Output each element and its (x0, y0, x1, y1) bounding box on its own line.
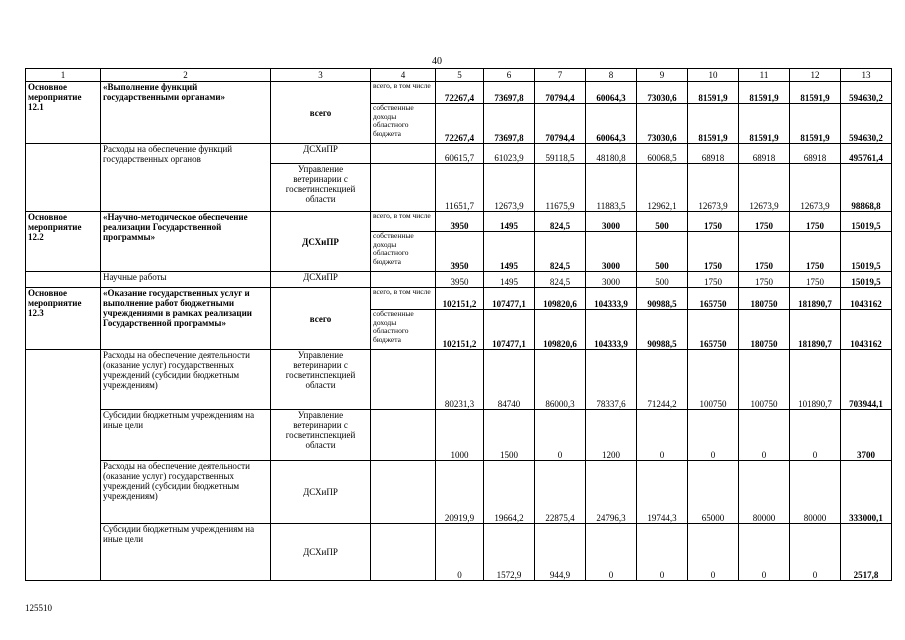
value-cell: 20919,9 (436, 461, 484, 524)
header-cell: 12 (790, 69, 841, 82)
value-cell: 0 (688, 524, 739, 581)
value-cell: 181890,7 (790, 310, 841, 350)
funding-source (371, 350, 436, 410)
funding-source (371, 410, 436, 461)
value-cell: 98868,8 (841, 164, 892, 212)
table-row (26, 272, 892, 288)
value-cell: 104333,9 (586, 288, 637, 310)
value-cell: 1750 (739, 232, 790, 272)
value-cell: 68918 (739, 144, 790, 164)
value-cell: 1750 (790, 232, 841, 272)
value-cell: 0 (790, 410, 841, 461)
value-cell: 78337,6 (586, 350, 637, 410)
funding-source: всего, в том числе (371, 288, 436, 310)
value-cell: 80000 (739, 461, 790, 524)
header-cell: 8 (586, 69, 637, 82)
value-cell: 1750 (688, 212, 739, 232)
value-cell: 15019,5 (841, 212, 892, 232)
value-cell: 12673,9 (790, 164, 841, 212)
value-cell: 81591,9 (688, 82, 739, 104)
value-cell: 81591,9 (790, 82, 841, 104)
value-cell: 70794,4 (535, 104, 586, 144)
footer-code: 125510 (25, 603, 52, 613)
value-cell: 1200 (586, 410, 637, 461)
header-cell: 4 (371, 69, 436, 82)
header-row (26, 69, 892, 82)
measure-label (26, 350, 101, 581)
value-cell: 100750 (739, 350, 790, 410)
value-cell: 495761,4 (841, 144, 892, 164)
executor-cell: всего (271, 288, 371, 350)
value-cell: 22875,4 (535, 461, 586, 524)
header-cell: 5 (436, 69, 484, 82)
value-cell: 90988,5 (637, 288, 688, 310)
value-cell: 333000,1 (841, 461, 892, 524)
value-cell: 70794,4 (535, 82, 586, 104)
expense-item: Субсидии бюджетным учреждениям на иные цели (101, 524, 271, 581)
value-cell: 1750 (739, 272, 790, 288)
value-cell: 11651,7 (436, 164, 484, 212)
funding-source (371, 144, 436, 164)
measure-label (26, 144, 101, 212)
value-cell: 107477,1 (484, 310, 535, 350)
value-cell: 71244,2 (637, 350, 688, 410)
value-cell: 61023,9 (484, 144, 535, 164)
expense-item: Расходы на обеспечение функций государственных органов (101, 144, 271, 212)
value-cell: 1495 (484, 232, 535, 272)
funding-source: собственные доходы областного бюджета (371, 232, 436, 272)
expense-item: Расходы на обеспечение деятельности (оказание услуг) государственных учреждений (субсидии бюджетным учреждениям) (101, 461, 271, 524)
value-cell: 12962,1 (637, 164, 688, 212)
value-cell: 165750 (688, 310, 739, 350)
value-cell: 1572,9 (484, 524, 535, 581)
value-cell: 109820,6 (535, 288, 586, 310)
value-cell: 73697,8 (484, 82, 535, 104)
value-cell: 1750 (688, 232, 739, 272)
expense-item: Расходы на обеспечение деятельности (оказание услуг) государственных учреждений (субсидии бюджетным учреждениям) (101, 350, 271, 410)
value-cell: 100750 (688, 350, 739, 410)
value-cell: 2517,8 (841, 524, 892, 581)
value-cell: 84740 (484, 350, 535, 410)
header-cell: 2 (101, 69, 271, 82)
header-cell: 10 (688, 69, 739, 82)
value-cell: 0 (586, 524, 637, 581)
expense-item: Субсидии бюджетным учреждениям на иные цели (101, 410, 271, 461)
value-cell: 594630,2 (841, 104, 892, 144)
value-cell: 824,5 (535, 212, 586, 232)
table-row (26, 144, 892, 164)
value-cell: 60064,3 (586, 104, 637, 144)
value-cell: 3950 (436, 232, 484, 272)
value-cell: 500 (637, 272, 688, 288)
value-cell: 60064,3 (586, 82, 637, 104)
funding-source: собственные доходы областного бюджета (371, 104, 436, 144)
value-cell: 15019,5 (841, 272, 892, 288)
value-cell: 104333,9 (586, 310, 637, 350)
value-cell: 500 (637, 232, 688, 272)
executor-cell: ДСХиПР (271, 524, 371, 581)
value-cell: 824,5 (535, 232, 586, 272)
executor-cell: ДСХиПР (271, 212, 371, 272)
value-cell: 180750 (739, 310, 790, 350)
value-cell: 72267,4 (436, 82, 484, 104)
table-row (26, 524, 892, 581)
value-cell: 1043162 (841, 310, 892, 350)
value-cell: 824,5 (535, 272, 586, 288)
funding-source (371, 461, 436, 524)
value-cell: 68918 (688, 144, 739, 164)
measure-label: Основное мероприятие 12.3 (26, 288, 101, 350)
value-cell: 107477,1 (484, 288, 535, 310)
value-cell: 80231,3 (436, 350, 484, 410)
value-cell: 19744,3 (637, 461, 688, 524)
value-cell: 3000 (586, 212, 637, 232)
funding-source: всего, в том числе (371, 212, 436, 232)
funding-source: собственные доходы областного бюджета (371, 310, 436, 350)
expense-item: Научные работы (101, 272, 271, 288)
measure-title: «Выполнение функций государственными органами» (101, 82, 271, 144)
value-cell: 1000 (436, 410, 484, 461)
value-cell: 11883,5 (586, 164, 637, 212)
value-cell: 165750 (688, 288, 739, 310)
value-cell: 60068,5 (637, 144, 688, 164)
measure-label: Основное мероприятие 12.1 (26, 82, 101, 144)
value-cell: 72267,4 (436, 104, 484, 144)
value-cell: 3950 (436, 212, 484, 232)
value-cell: 73030,6 (637, 104, 688, 144)
value-cell: 24796,3 (586, 461, 637, 524)
executor-cell: всего (271, 82, 371, 144)
measure-title: «Оказание государственных услуг и выполнение работ бюджетными учреждениями в рамках реализации Государственной программы» (101, 288, 271, 350)
value-cell: 1750 (790, 272, 841, 288)
value-cell: 101890,7 (790, 350, 841, 410)
value-cell: 1750 (790, 212, 841, 232)
value-cell: 500 (637, 212, 688, 232)
value-cell: 3000 (586, 272, 637, 288)
executor-cell: ДСХиПР (271, 461, 371, 524)
table-row (26, 82, 892, 104)
header-cell: 11 (739, 69, 790, 82)
value-cell: 109820,6 (535, 310, 586, 350)
header-cell: 6 (484, 69, 535, 82)
value-cell: 1043162 (841, 288, 892, 310)
value-cell: 703944,1 (841, 350, 892, 410)
table-row (26, 461, 892, 524)
value-cell: 0 (637, 410, 688, 461)
value-cell: 1495 (484, 212, 535, 232)
value-cell: 81591,9 (739, 82, 790, 104)
value-cell: 0 (790, 524, 841, 581)
value-cell: 180750 (739, 288, 790, 310)
value-cell: 65000 (688, 461, 739, 524)
header-cell: 13 (841, 69, 892, 82)
value-cell: 12673,9 (739, 164, 790, 212)
value-cell: 60615,7 (436, 144, 484, 164)
funding-source (371, 524, 436, 581)
table-row (26, 288, 892, 310)
value-cell: 1495 (484, 272, 535, 288)
value-cell: 1750 (688, 272, 739, 288)
executor-cell: Управление ветеринарии с госветинспекцией области (271, 410, 371, 461)
value-cell: 48180,8 (586, 144, 637, 164)
value-cell: 0 (688, 410, 739, 461)
header-cell: 9 (637, 69, 688, 82)
executor-cell: ДСХиПР (271, 144, 371, 164)
value-cell: 102151,2 (436, 310, 484, 350)
value-cell: 0 (535, 410, 586, 461)
page-number: 40 (432, 56, 442, 67)
measure-label: Основное мероприятие 12.2 (26, 212, 101, 272)
table-row (26, 350, 892, 410)
value-cell: 19664,2 (484, 461, 535, 524)
header-cell: 7 (535, 69, 586, 82)
header-cell: 3 (271, 69, 371, 82)
value-cell: 594630,2 (841, 82, 892, 104)
funding-source (371, 272, 436, 288)
value-cell: 0 (637, 524, 688, 581)
table-row (26, 212, 892, 232)
value-cell: 1750 (739, 212, 790, 232)
value-cell: 944,9 (535, 524, 586, 581)
funding-source: всего, в том числе (371, 82, 436, 104)
value-cell: 0 (739, 410, 790, 461)
measure-title: «Научно-методическое обеспечение реализации Государственной программы» (101, 212, 271, 272)
value-cell: 15019,5 (841, 232, 892, 272)
value-cell: 3700 (841, 410, 892, 461)
table-row (26, 410, 892, 461)
value-cell: 12673,9 (688, 164, 739, 212)
value-cell: 81591,9 (790, 104, 841, 144)
value-cell: 68918 (790, 144, 841, 164)
value-cell: 73697,8 (484, 104, 535, 144)
value-cell: 3950 (436, 272, 484, 288)
executor-cell: Управление ветеринарии с госветинспекцией области (271, 164, 371, 212)
budget-table (25, 68, 892, 581)
value-cell: 1500 (484, 410, 535, 461)
value-cell: 73030,6 (637, 82, 688, 104)
value-cell: 80000 (790, 461, 841, 524)
value-cell: 102151,2 (436, 288, 484, 310)
measure-label (26, 272, 101, 288)
value-cell: 0 (436, 524, 484, 581)
value-cell: 86000,3 (535, 350, 586, 410)
header-cell: 1 (26, 69, 101, 82)
value-cell: 0 (739, 524, 790, 581)
executor-cell: ДСХиПР (271, 272, 371, 288)
value-cell: 3000 (586, 232, 637, 272)
value-cell: 81591,9 (688, 104, 739, 144)
value-cell: 59118,5 (535, 144, 586, 164)
executor-cell: Управление ветеринарии с госветинспекцией области (271, 350, 371, 410)
value-cell: 11675,9 (535, 164, 586, 212)
value-cell: 81591,9 (739, 104, 790, 144)
funding-source (371, 164, 436, 212)
value-cell: 12673,9 (484, 164, 535, 212)
value-cell: 181890,7 (790, 288, 841, 310)
value-cell: 90988,5 (637, 310, 688, 350)
